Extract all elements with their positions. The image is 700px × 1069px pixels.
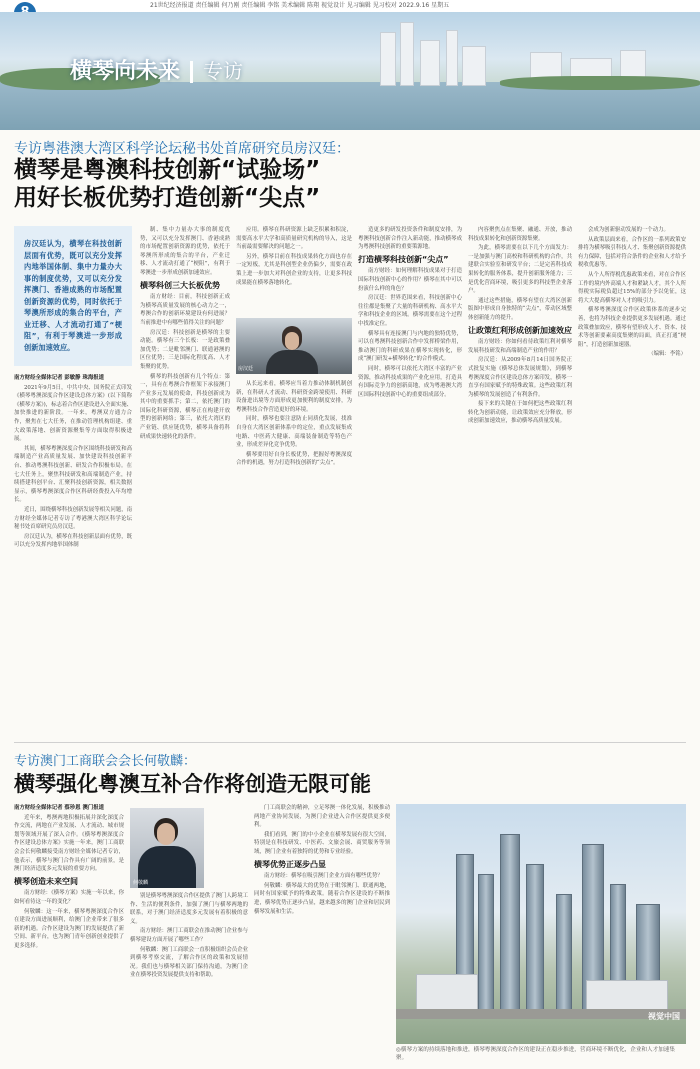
paragraph: 内容聚焦点在集聚、融通、开放，推动科技成果转化和创新资源集聚。 xyxy=(468,227,572,242)
paragraph: 通过这些措施，横琴有望在大湾区创新版图中形成自身独特的“尖点”，带动区域整体创新能力的提升。 xyxy=(468,297,572,321)
paragraph: 横琴的科技创新有几个特点：第一，具有在粤澳合作框架下承接澳门产业多元发展的使命，科技创新成为其中的重要抓手；第二，依托澳门的国际化科研资源，横琴正在构建开放型的创新网络；第三，依托大湾区的产业链、供应链优势，横琴具备将科研成果快速转化的条件。 xyxy=(140,373,230,440)
article1-kicker: 专访粤港澳大湾区科学论坛秘书处首席研究员房汉廷： xyxy=(14,141,350,157)
paragraph: 何敬麟：横琴最大的优势在于毗邻澳门、联通两地，同时有国家赋予的特殊政策。随着合作区建设的不断推进，横琴优势正逐步凸显，越来越多的澳门企业和居民到横琴发展和生活。 xyxy=(254,882,390,915)
paragraph: 同时，横琴可以依托大湾区丰富的产业资源，推动科技成果的产业化应用，打造具有国际竞争力的创新高地，成为粤港澳大湾区国际科技创新中心的重要组成部分。 xyxy=(358,365,462,398)
article1-column-3a xyxy=(236,226,352,314)
article1-column-4 xyxy=(358,226,462,736)
paragraph: 从长远来看，横琴应当着力推动体制机制创新，在科研人才流动、科研资金跨境使用、科研设备进出境等方面形成更加便利的制度安排，为粤澳科技合作营造更好的环境。 xyxy=(236,381,352,413)
paragraph: 南方财经：你如何看待政策红利对横琴发展科技研发和高端制造产业的作用？ xyxy=(468,339,572,354)
article1-byline: 南方财经全媒体记者 彭敏静 珠海报道 xyxy=(14,375,105,381)
paragraph: 另外，横琴目前在科技成果转化方面也存在一定短板，尤其是科创型企业仍偏少，需要在政策上进一步加大对科创企业的支持，让更多科技成果能在横琴落地转化。 xyxy=(236,253,352,286)
article2-portrait-photo xyxy=(130,808,204,888)
article1-subhead-3: 让政策红利形成创新加速效应 xyxy=(468,325,572,335)
article1-column-1 xyxy=(14,374,132,736)
paragraph: 我们看到，澳门的中小企业在横琴发展有很大空间，特别是在科技研发、中医药、文旅会展、商贸服务等领域，澳门企业有着独特的优势和专业经验。 xyxy=(254,831,390,855)
hero-building xyxy=(380,32,396,86)
hero-building xyxy=(462,46,486,86)
portrait-face xyxy=(285,332,299,350)
paragraph: 同时，横琴也要注意防止同质化发展，找准自身在大湾区创新体系中的定位，重点发展集成电路、中医药大健康、高端装备制造等特色产业，形成差异化竞争优势。 xyxy=(236,416,352,449)
paragraph: 南方财经：《横琴方案》实施一年以来，你如何看待这一年的变化？ xyxy=(14,890,124,905)
paragraph: 南方财经：目前，科技创新正成为横琴高质量发展的核心动力之一，粤澳合作的创新环境建设有何进展？当前推进中有哪些值得关注的问题？ xyxy=(140,294,230,326)
photo-low-building xyxy=(586,980,668,1012)
portrait-body xyxy=(266,350,318,374)
paragraph: 近日，围绕横琴科技创新发展等相关问题，南方财经全媒体记者专访了粤港澳大湾区科学论坛秘书处首席研究员房汉廷。 xyxy=(14,506,132,531)
paragraph: 别是横琴粤澳深度合作区提供了澳门人跨境工作、生活的便利条件，加强了澳门与横琴两地的联系，对于澳门经济适度多元发展有着积极的意义。 xyxy=(130,893,248,925)
paragraph: 横琴具有连接澳门与内地的独特优势，可以在粤澳科技创新合作中发挥桥梁作用，推动澳门的科研成果在横琴实现转化，形成“澳门研发+横琴转化”的合作模式。 xyxy=(358,330,462,363)
section-divider xyxy=(14,742,686,743)
paragraph: 造更多的研发投资条件和制度安排，为粤澳科技创新合作注入新动能，推动横琴成为粤澳科技创新的重要策源地。 xyxy=(358,227,462,251)
photo-tower xyxy=(500,834,520,1016)
article2-subhead-2: 横琴优势正逐步凸显 xyxy=(254,859,326,869)
paragraph: 2021年9月5日，中共中央、国务院正式印发《横琴粤澳深度合作区建设总体方案》(以下简称《横琴方案》)，标志着合作区建设进入全面实施、加快推进的新阶段。一年来，粤澳双方通力合作，聚焦在七大任务，在推动管理机构组建、重大政策落地、创新资源聚集等方面取得积极进展。 xyxy=(14,384,132,443)
hero-building xyxy=(420,40,440,86)
hero-greenery xyxy=(500,76,700,90)
article1-column-5 xyxy=(468,226,572,736)
article1-subhead-2: 打造横琴科技创新“尖点” xyxy=(358,254,449,264)
article2-byline: 南方财经全媒体记者 蔡珍恩 澳门报道 xyxy=(14,805,105,811)
article1-summary-box xyxy=(14,226,132,366)
hero-image xyxy=(0,12,700,130)
hero-building xyxy=(400,22,414,86)
hero-building xyxy=(446,30,458,86)
paragraph: 近年来，粤澳两地积极拓展并深化深度合作交流，两地在产业发展、人才流动、城市规划等领域开展了深入合作。《横琴粤澳深度合作区建设总体方案》实施一年来，澳门工商联会会长何敬麟接受南方财经全媒体记者专访，他表示，横琴与澳门合作具有广阔的前景，是澳门经济适度多元发展的重要方向。 xyxy=(14,814,124,873)
paragraph: 接下来的关键在于如何把这些政策红利转化为创新动能，让政策效应充分释放，形成创新加速效应，推动横琴高质量发展。 xyxy=(468,401,572,425)
article2-photo-caption: 何敬麟 xyxy=(133,880,149,886)
paragraph: 为此，横琴需要在以下几个方面发力：一是加强与澳门高校和科研机构的合作，共建联合实验室和研发平台；二是完善科技成果转化的服务体系，提升创新服务能力；三是优化营商环境，吸引更多的科技型企业落户。 xyxy=(468,245,572,295)
article1-headline: 横琴是粤澳科技创新“试验场” 用好长板优势打造创新“尖点” xyxy=(14,157,321,211)
article2-subhead-1: 横琴创造未来空间 xyxy=(14,876,78,886)
article2-column-3 xyxy=(254,804,390,1064)
editor-note: （编辑：李铭） xyxy=(648,351,686,358)
article1-column-3b xyxy=(236,380,352,736)
article1-photo-caption: 房汉廷 xyxy=(238,366,254,372)
paragraph: 房汉廷：从2009年8月14日国务院正式批复实施《横琴总体发展规划》，到横琴粤澳深度合作区建设总体方案印发，横琴一直享有国家赋予的特殊政策。这些政策红利为横琴的发展创造了有利条件。 xyxy=(468,357,572,398)
portrait-face xyxy=(157,823,175,845)
photo-tower xyxy=(478,874,494,1016)
paragraph: 南方财经：如何理解科技成果对于打造国际科技创新中心的作用？横琴在其中可以扮演什么样的角色？ xyxy=(358,268,462,292)
paragraph: 其间，横琴粤澳深度合作区围绕科技研发和高端制造产业高质量发展、加快建设科技创新平台、推动粤澳科技创新、研发合作积极布局。在七大任务上，聚焦科技研发和高端制造产业，持续搭建科创平台、汇聚科技创新资源，相关数据显示，横琴粤澳深度合作区科研经费投入年均增长。 xyxy=(14,445,132,504)
article2-main-photo xyxy=(396,804,686,1044)
paragraph: 房汉廷：科技创新是横琴的主要动能。横琴有三个长板：一是政策叠加优势；二是毗邻澳门、联通港澳的区位优势；三是国际化程度高、人才集聚的优势。 xyxy=(140,329,230,370)
photo-tower xyxy=(556,894,572,1016)
article2-column-1 xyxy=(14,804,124,1064)
paragraph: 房汉廷认为，横琴在科技创新层面有优势，既可以充分发挥内地举国体制 xyxy=(14,533,132,549)
article1-column-2 xyxy=(140,226,230,736)
paragraph: 何敬麟：澳门工商联会一直积极组织会员企业到横琴考察交流，了解合作区的政策和发展情况。我们也与横琴相关部门保持沟通，为澳门企业在横琴投资发展提供支持和帮助。 xyxy=(130,946,248,979)
paragraph: 从政策层面来看，合作区的一系列政策安排将为横琴吸引科技人才、集聚创新资源提供有力保障，包括对符合条件的企业和人才给予税收优惠等。 xyxy=(578,236,686,269)
paragraph: 制、集中力量办大事的制度优势，又可以充分发挥澳门、香港成熟的市场配置创新资源的优势，依托于琴澳所形成的集合的平台，产业迁移、人才流动打通了“梗阻”，有利于琴澳进一步形成创新加速效应。 xyxy=(140,227,230,276)
paragraph: 何敬麟：这一年来，横琴粤澳深度合作区在建设方面进展顺利，给澳门企业带来了很多新的机遇。合作区建设为澳门的发展提供了新空间、新平台，也为澳门青年创新创业提供了更多选择。 xyxy=(14,908,124,949)
paragraph: 横琴要用好自身长板优势，把握好粤澳深度合作的机遇，努力打造科技创新的“尖点”。 xyxy=(236,451,352,467)
article2-kicker: 专访澳门工商联会会长何敬麟： xyxy=(14,754,197,769)
photo-credit: 视觉中国 xyxy=(648,1012,680,1021)
paragraph: 应用。横琴在科研资源上缺乏积累和积淀，需要高水平大学和高质量研究机构的导入，这是当前最需要解决的问题之一。 xyxy=(236,227,352,251)
article2-headline: 横琴强化粤澳互补合作将创造无限可能 xyxy=(14,772,371,796)
paragraph: 南方财经：澳门工商联会在推动澳门企业参与横琴建设方面开展了哪些工作？ xyxy=(130,928,248,943)
article2-column-2 xyxy=(130,892,248,1064)
paragraph: 门工商联会的精神，立足琴澳一体化发展，积极推动两地产业协同发展，为澳门企业进入合作区提供更多便利。 xyxy=(254,805,390,829)
photo-road xyxy=(396,1009,686,1019)
photo-tower xyxy=(526,864,544,1016)
paragraph: 从个人所得税优惠政策来看，对在合作区工作的境内外高端人才和紧缺人才，其个人所得税实际税负超过15%的部分予以免征，这将大大提高横琴对人才的吸引力。 xyxy=(578,271,686,304)
article2-main-photo-caption: ◎横琴方案的持续落地和推进，横琴粤澳深度合作区的建设正在稳步推进，营商环境不断优化，企业和人才加速集聚。 xyxy=(396,1047,675,1061)
paragraph: 横琴粤澳深度合作区政策体系的逐步完善，也将为科技企业提供更多发展机遇。通过政策叠加效应，横琴有望形成人才、资本、技术等创新要素高度集聚的局面，真正打通“梗阻”，打造创新加速器。 xyxy=(578,307,686,348)
paragraph: 南方财经：横琴在吸引澳门企业方面有哪些优势？ xyxy=(264,873,383,880)
article1-summary: 房汉廷认为，横琴在科技创新层面有优势，既可以充分发挥内地举国体制、集中力量办大事的制度优势，又可以充分发挥澳门、香港成熟的市场配置创新资源的优势，同时依托于琴澳所形成的集合的平台，产业迁移、人才流动打通了“梗阻”，有利于琴澳进一步形成创新加速效应。 xyxy=(24,239,122,352)
paragraph: 房汉廷：世界范围来看，科技创新中心往往都是集聚了大量的科研机构、高水平大学和科技企业的区域。横琴需要在这个过程中找准定位。 xyxy=(358,295,462,327)
article1-portrait-photo xyxy=(236,318,352,374)
section-title: 横琴向未来 专访 xyxy=(70,59,244,84)
photo-low-building xyxy=(416,974,478,1012)
article1-column-6 xyxy=(578,226,686,736)
masthead-info: 21世纪经济报道 责任编辑 何乃刚 责任编辑 李铭 美术编辑 陈翔 视觉设计 见习编辑 见习校对 2022.9.16 星期五 xyxy=(150,2,450,9)
paragraph: 会成为创新驱动发展的一个动力。 xyxy=(588,227,669,233)
article1-subhead-1: 横琴科创三大长板优势 xyxy=(140,280,220,290)
